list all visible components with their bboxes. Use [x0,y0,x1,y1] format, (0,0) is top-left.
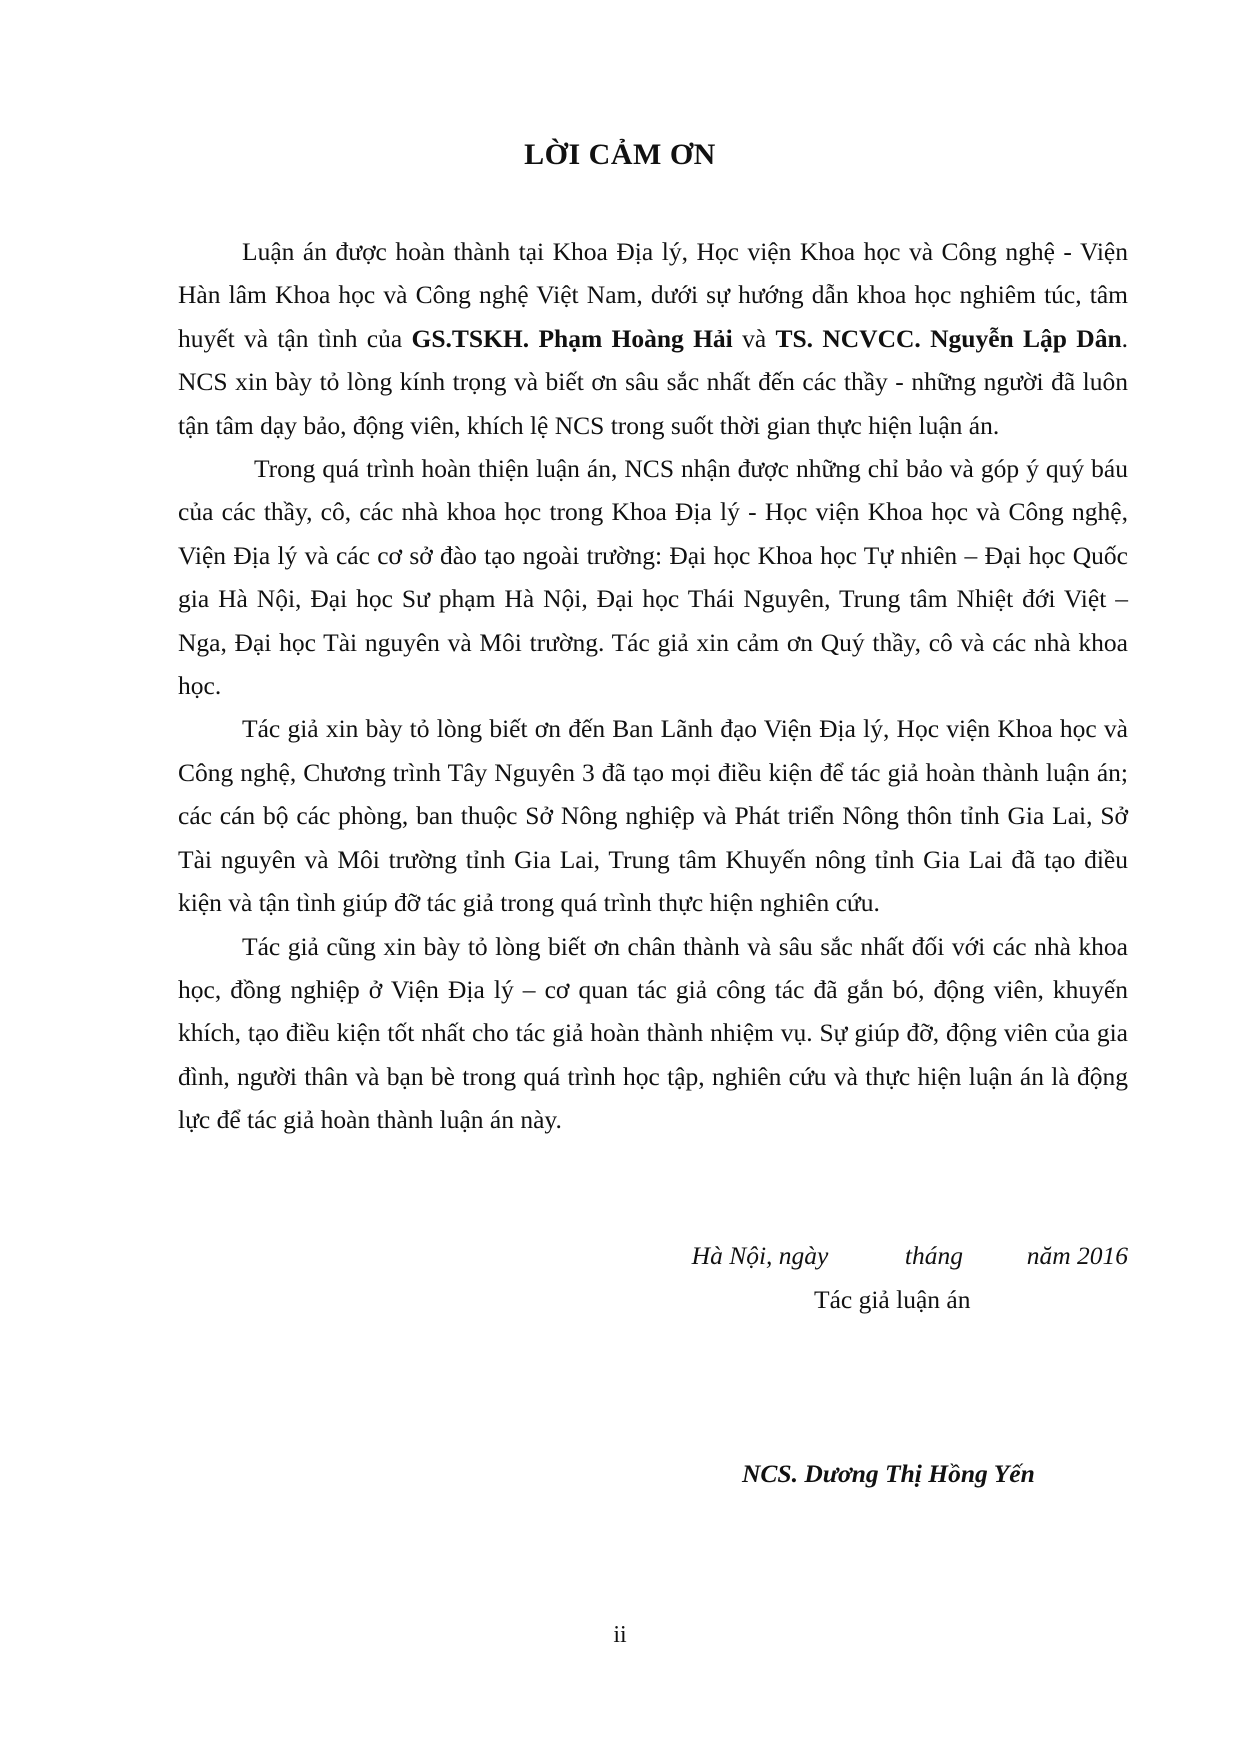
paragraph-4: Tác giả cũng xin bày tỏ lòng biết ơn chân thành và sâu sắc nhất đối với các nhà khoa học, đồng nghiệp ở Viện Địa lý – cơ quan tác giả công tác đã gắn bó, động viên, khuyến khích, tạo điều kiện tốt nhất cho tác giả hoàn thành nhiệm vụ. Sự giúp đỡ, động viên của gia đình, người thân và bạn bè trong quá trình học tập, nghiên cứu và thực hiện luận án là động lực để tác giả hoàn thành luận án này. [178,931,1128,1135]
page-title: LỜI CẢM ƠN [524,138,716,171]
author-role: Tác giả luận án [814,1285,971,1314]
page-number: ii [613,1622,627,1648]
author-signature-name: NCS. Dương Thị Hồng Yến [742,1459,1035,1488]
place-date-line [692,1241,1128,1271]
place-day: Hà Nội, ngày [691,1241,829,1270]
paragraph-1-text-b: và [732,323,776,353]
paragraph-1 [178,230,1128,447]
paragraph-1-text-c: . NCS xin bày tỏ lòng kính trọng và biết ơn sâu sắc nhất đến các thầy - những người đã luôn tận tâm dạy bảo, động viên, khích lệ NCS trong suốt thời gian thực hiện luận án. [178,323,1128,440]
paragraph-2: Trong quá trình hoàn thiện luận án, NCS nhận được những chỉ bảo và góp ý quý báu của các thầy, cô, các nhà khoa học trong Khoa Địa lý - Học viện Khoa học và Công nghệ, Viện Địa lý và các cơ sở đào tạo ngoài trường: Đại học Khoa học Tự nhiên – Đại học Quốc gia Hà Nội, Đại học Sư phạm Hà Nội, Đại học Thái Nguyên, Trung tâm Nhiệt đới Việt – Nga, Đại học Tài nguyên và Môi trường. Tác giả xin cảm ơn Quý thầy, cô và các nhà khoa học. [178,454,1128,701]
advisor-1-name: GS.TSKH. Phạm Hoàng Hải [411,323,733,353]
year-label: năm 2016 [1026,1241,1128,1270]
acknowledgement-body [178,230,1128,1142]
paragraph-1-text-a: Luận án được hoàn thành tại Khoa Địa lý, Học viện Khoa học và Công nghệ - Viện Hàn lâm Khoa học và Công nghệ Việt Nam, dưới sự hướng dẫn khoa học nghiêm túc, tâm huyết và tận tình của [178,237,1128,353]
advisor-2-name: TS. NCVCC. Nguyễn Lập Dân [775,323,1122,353]
paragraph-3: Tác giả xin bày tỏ lòng biết ơn đến Ban Lãnh đạo Viện Địa lý, Học viện Khoa học và Công nghệ, Chương trình Tây Nguyên 3 đã tạo mọi điều kiện để tác giả hoàn thành luận án; các cán bộ các phòng, ban thuộc Sở Nông nghiệp và Phát triển Nông thôn tỉnh Gia Lai, Sở Tài nguyên và Môi trường tỉnh Gia Lai, Trung tâm Khuyến nông tỉnh Gia Lai đã tạo điều kiện và tận tình giúp đỡ tác giả trong quá trình thực hiện nghiên cứu. [178,714,1128,918]
month-label: tháng [904,1241,963,1270]
